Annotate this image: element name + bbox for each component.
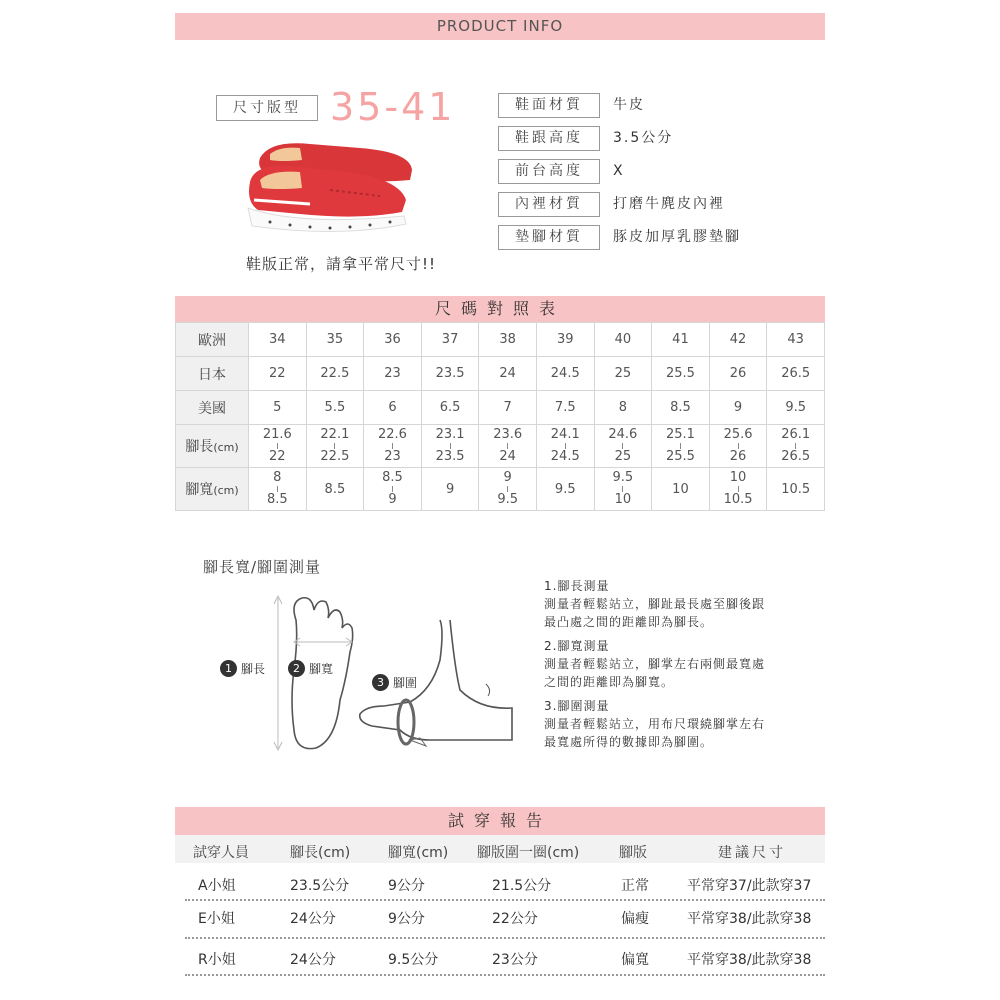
size-value: 9 [445, 481, 455, 497]
size-value-max: 9.5 [497, 492, 519, 507]
size-value-max: 9 [388, 492, 397, 507]
report-cell: 24公分 [290, 952, 336, 968]
size-row-label-text: 歐洲 [198, 332, 226, 349]
fitting-report-title: 試穿報告 [175, 807, 825, 835]
instruction-title: 3.腳圍測量 [544, 699, 610, 713]
size-row-label-text: 美國 [198, 400, 226, 417]
row-divider [185, 974, 825, 976]
size-value: 24.5 [550, 366, 580, 381]
size-cell [249, 391, 307, 425]
size-cell [767, 468, 825, 511]
size-value: 43 [787, 332, 804, 347]
size-value: 5 [273, 400, 282, 415]
size-row [176, 425, 825, 468]
instruction-title: 2.腳寬測量 [544, 639, 610, 653]
shoe-fit-note: 鞋版正常，請拿平常尺寸!! [246, 255, 437, 273]
size-value-max: 10 [614, 492, 632, 507]
size-cell [421, 425, 479, 468]
size-value-min: 26.1 [781, 427, 811, 442]
size-value-max: 26.5 [781, 449, 811, 464]
size-value: 7.5 [554, 400, 576, 415]
size-value: 23 [384, 366, 401, 381]
size-value: 10.5 [781, 481, 811, 497]
size-cell [767, 323, 825, 357]
size-value-max: 25 [614, 449, 632, 464]
report-cell: 平常穿38/此款穿38 [687, 911, 812, 927]
size-cell [536, 357, 594, 391]
size-row-label [176, 323, 249, 357]
measure-title: 腳長寬/腳圍測量 [203, 558, 322, 576]
attr-value: X [613, 163, 625, 179]
size-value-max: 22.5 [320, 449, 350, 464]
size-value-min: 21.6 [262, 427, 292, 442]
size-value-min: 22.1 [320, 427, 350, 442]
size-value-max: 25.5 [665, 449, 695, 464]
size-value: 8 [618, 400, 627, 415]
badge-number: 3 [372, 674, 389, 691]
size-value: 10 [672, 481, 689, 497]
size-value-min: 24.1 [550, 427, 580, 442]
size-value-min: 25.1 [665, 427, 695, 442]
size-cell [479, 391, 537, 425]
foot-width-badge [288, 660, 333, 677]
size-row-unit: (cm) [213, 484, 239, 497]
badge-label: 腳寬 [309, 662, 334, 676]
size-cell [536, 323, 594, 357]
size-value: 8.5 [324, 481, 346, 497]
size-cell [421, 323, 479, 357]
size-chart-title: 尺碼對照表 [175, 296, 825, 322]
instruction-title: 1.腳長測量 [544, 579, 610, 593]
size-value: 22.5 [320, 366, 350, 381]
report-cell: 偏寬 [621, 952, 649, 968]
size-cell [421, 468, 479, 511]
report-cell: 9.5公分 [388, 952, 439, 968]
size-value: 9.5 [554, 481, 576, 497]
size-cell [709, 425, 767, 468]
size-cell [652, 323, 710, 357]
size-cell [536, 391, 594, 425]
size-row-label-text: 日本 [198, 366, 226, 383]
attr-value: 打磨牛麂皮內裡 [613, 196, 725, 212]
product-info-header: PRODUCT INFO [175, 13, 825, 40]
size-value: 9.5 [785, 400, 807, 415]
size-cell [306, 391, 364, 425]
attr-value: 豚皮加厚乳膠墊腳 [613, 229, 741, 245]
size-cell [249, 468, 307, 511]
size-cell [652, 425, 710, 468]
size-value-min: 22.6 [378, 427, 407, 442]
size-value-min: 9.5 [612, 470, 634, 485]
size-row-unit: (cm) [213, 441, 239, 454]
size-cell [421, 357, 479, 391]
size-value: 37 [441, 332, 459, 347]
instruction-line: 之間的距離即為腳寬。 [544, 675, 675, 689]
report-header-cell: 腳寬(cm) [388, 845, 449, 861]
badge-label: 腳長 [241, 662, 266, 676]
attr-key: 鞋面材質 [498, 93, 600, 118]
instruction-line: 測量者輕鬆站立，腳趾最長處至腳後跟 [544, 597, 766, 611]
size-cell [652, 357, 710, 391]
size-value-min: 25.6 [723, 427, 753, 442]
badge-label: 腳圍 [393, 676, 418, 690]
size-value: 41 [672, 332, 689, 347]
report-header-cell: 腳版 [619, 845, 647, 861]
size-cell [479, 425, 537, 468]
size-cell [479, 357, 537, 391]
size-cell [306, 425, 364, 468]
size-value-min: 9 [503, 470, 512, 485]
size-cell [364, 468, 422, 511]
size-cell [709, 323, 767, 357]
instruction-line: 測量者輕鬆站立，用布尺環繞腳掌左右 [544, 717, 766, 731]
size-value: 35 [326, 332, 344, 347]
report-cell: 21.5公分 [492, 878, 552, 894]
size-cell [306, 323, 364, 357]
size-value: 7 [503, 400, 512, 415]
foot-girth-badge [372, 674, 417, 691]
size-value-max: 24.5 [550, 449, 580, 464]
size-cell [364, 323, 422, 357]
size-cell [767, 391, 825, 425]
report-cell: 23公分 [492, 952, 538, 968]
size-cell [709, 357, 767, 391]
size-cell [594, 357, 652, 391]
report-cell: 22公分 [492, 911, 538, 927]
size-type-label: 尺寸版型 [216, 95, 318, 121]
size-cell [594, 425, 652, 468]
size-cell [594, 468, 652, 511]
shoe-image [240, 130, 420, 240]
size-cell [709, 391, 767, 425]
report-cell: 正常 [621, 878, 649, 894]
size-value-max: 8.5 [266, 492, 288, 507]
size-cell [249, 357, 307, 391]
size-cell [652, 468, 710, 511]
size-value: 34 [269, 332, 286, 347]
badge-number: 2 [288, 660, 305, 677]
attr-row [498, 192, 858, 217]
report-cell: R小姐 [198, 952, 236, 968]
size-cell [594, 391, 652, 425]
size-value-min: 24.6 [608, 427, 638, 442]
report-cell: 偏瘦 [621, 911, 649, 927]
size-cell [536, 425, 594, 468]
size-value-max: 26 [729, 449, 747, 464]
report-cell: 24公分 [290, 911, 336, 927]
report-cell: 23.5公分 [290, 878, 350, 894]
size-value-max: 10.5 [723, 492, 753, 507]
size-cell [536, 468, 594, 511]
size-row [176, 323, 825, 357]
foot-length-badge [220, 660, 265, 677]
size-value-max: 23 [384, 449, 401, 464]
size-row [176, 391, 825, 425]
size-value: 42 [729, 332, 747, 347]
size-value-min: 8.5 [382, 470, 403, 485]
size-cell [249, 323, 307, 357]
size-range: 35-41 [330, 85, 456, 129]
size-cell [249, 425, 307, 468]
size-cell [767, 357, 825, 391]
report-header-cell: 腳長(cm) [290, 845, 351, 861]
size-cell [479, 323, 537, 357]
size-value: 6.5 [439, 400, 461, 415]
attr-key: 前台高度 [498, 159, 600, 184]
row-divider [185, 937, 825, 939]
attr-key: 墊腳材質 [498, 225, 600, 250]
row-divider [185, 899, 825, 901]
size-value: 25 [614, 366, 632, 381]
size-row-label [176, 357, 249, 391]
size-value-min: 23.1 [435, 427, 465, 442]
report-cell: 9公分 [388, 878, 425, 894]
size-value: 39 [556, 332, 574, 347]
attr-row [498, 126, 858, 151]
size-cell [306, 468, 364, 511]
size-cell [479, 468, 537, 511]
attr-key: 鞋跟高度 [498, 126, 600, 151]
size-row [176, 468, 825, 511]
size-value-min: 8 [273, 470, 282, 485]
size-value-max: 24 [499, 449, 516, 464]
size-row-label-text: 腳長 [185, 439, 214, 455]
size-value: 6 [388, 400, 397, 415]
size-value-min: 10 [729, 470, 747, 485]
size-cell [594, 323, 652, 357]
report-cell: 9公分 [388, 911, 425, 927]
size-cell [652, 391, 710, 425]
attr-key: 內裡材質 [498, 192, 600, 217]
size-cell [364, 425, 422, 468]
size-value: 40 [614, 332, 632, 347]
report-header-cell: 建議尺寸 [718, 845, 786, 861]
report-header-cell: 腳版圍一圈(cm) [477, 845, 580, 861]
size-value: 25.5 [665, 366, 695, 381]
instruction-line: 測量者輕鬆站立，腳掌左右兩側最寬處 [544, 657, 766, 671]
size-value-max: 22 [269, 449, 286, 464]
size-cell [364, 391, 422, 425]
size-value: 26.5 [781, 366, 811, 381]
size-value: 26 [729, 366, 747, 381]
badge-number: 1 [220, 660, 237, 677]
size-value: 5.5 [324, 400, 346, 415]
size-cell [364, 357, 422, 391]
attr-value: 3.5公分 [613, 130, 674, 146]
size-value: 22 [269, 366, 286, 381]
size-value: 36 [384, 332, 401, 347]
size-value: 38 [499, 332, 516, 347]
attr-row [498, 93, 858, 118]
size-cell [767, 425, 825, 468]
size-value-max: 23.5 [435, 449, 465, 464]
size-value: 9 [733, 400, 743, 415]
size-row-label [176, 425, 249, 468]
size-value: 8.5 [670, 400, 691, 415]
size-cell [709, 468, 767, 511]
size-value-min: 23.6 [493, 427, 523, 442]
attr-value: 牛皮 [613, 97, 645, 113]
size-value: 23.5 [435, 366, 465, 381]
instruction-line: 最寬處所得的數據即為腳圍。 [544, 735, 714, 749]
size-row [176, 357, 825, 391]
size-chart-table [175, 322, 825, 511]
attr-row [498, 159, 858, 184]
report-header-cell: 試穿人員 [193, 845, 249, 861]
size-row-label-text: 腳寬 [185, 482, 214, 498]
size-cell [421, 391, 479, 425]
instruction-line: 最凸處之間的距離即為腳長。 [544, 615, 714, 629]
size-row-label [176, 468, 249, 511]
report-cell: 平常穿38/此款穿38 [687, 952, 812, 968]
measure-instructions [544, 577, 804, 751]
attr-row [498, 225, 858, 250]
report-cell: E小姐 [198, 911, 235, 927]
report-cell: 平常穿37/此款穿37 [687, 878, 812, 894]
size-value: 24 [499, 366, 516, 381]
size-cell [306, 357, 364, 391]
report-cell: A小姐 [198, 878, 236, 894]
size-row-label [176, 391, 249, 425]
